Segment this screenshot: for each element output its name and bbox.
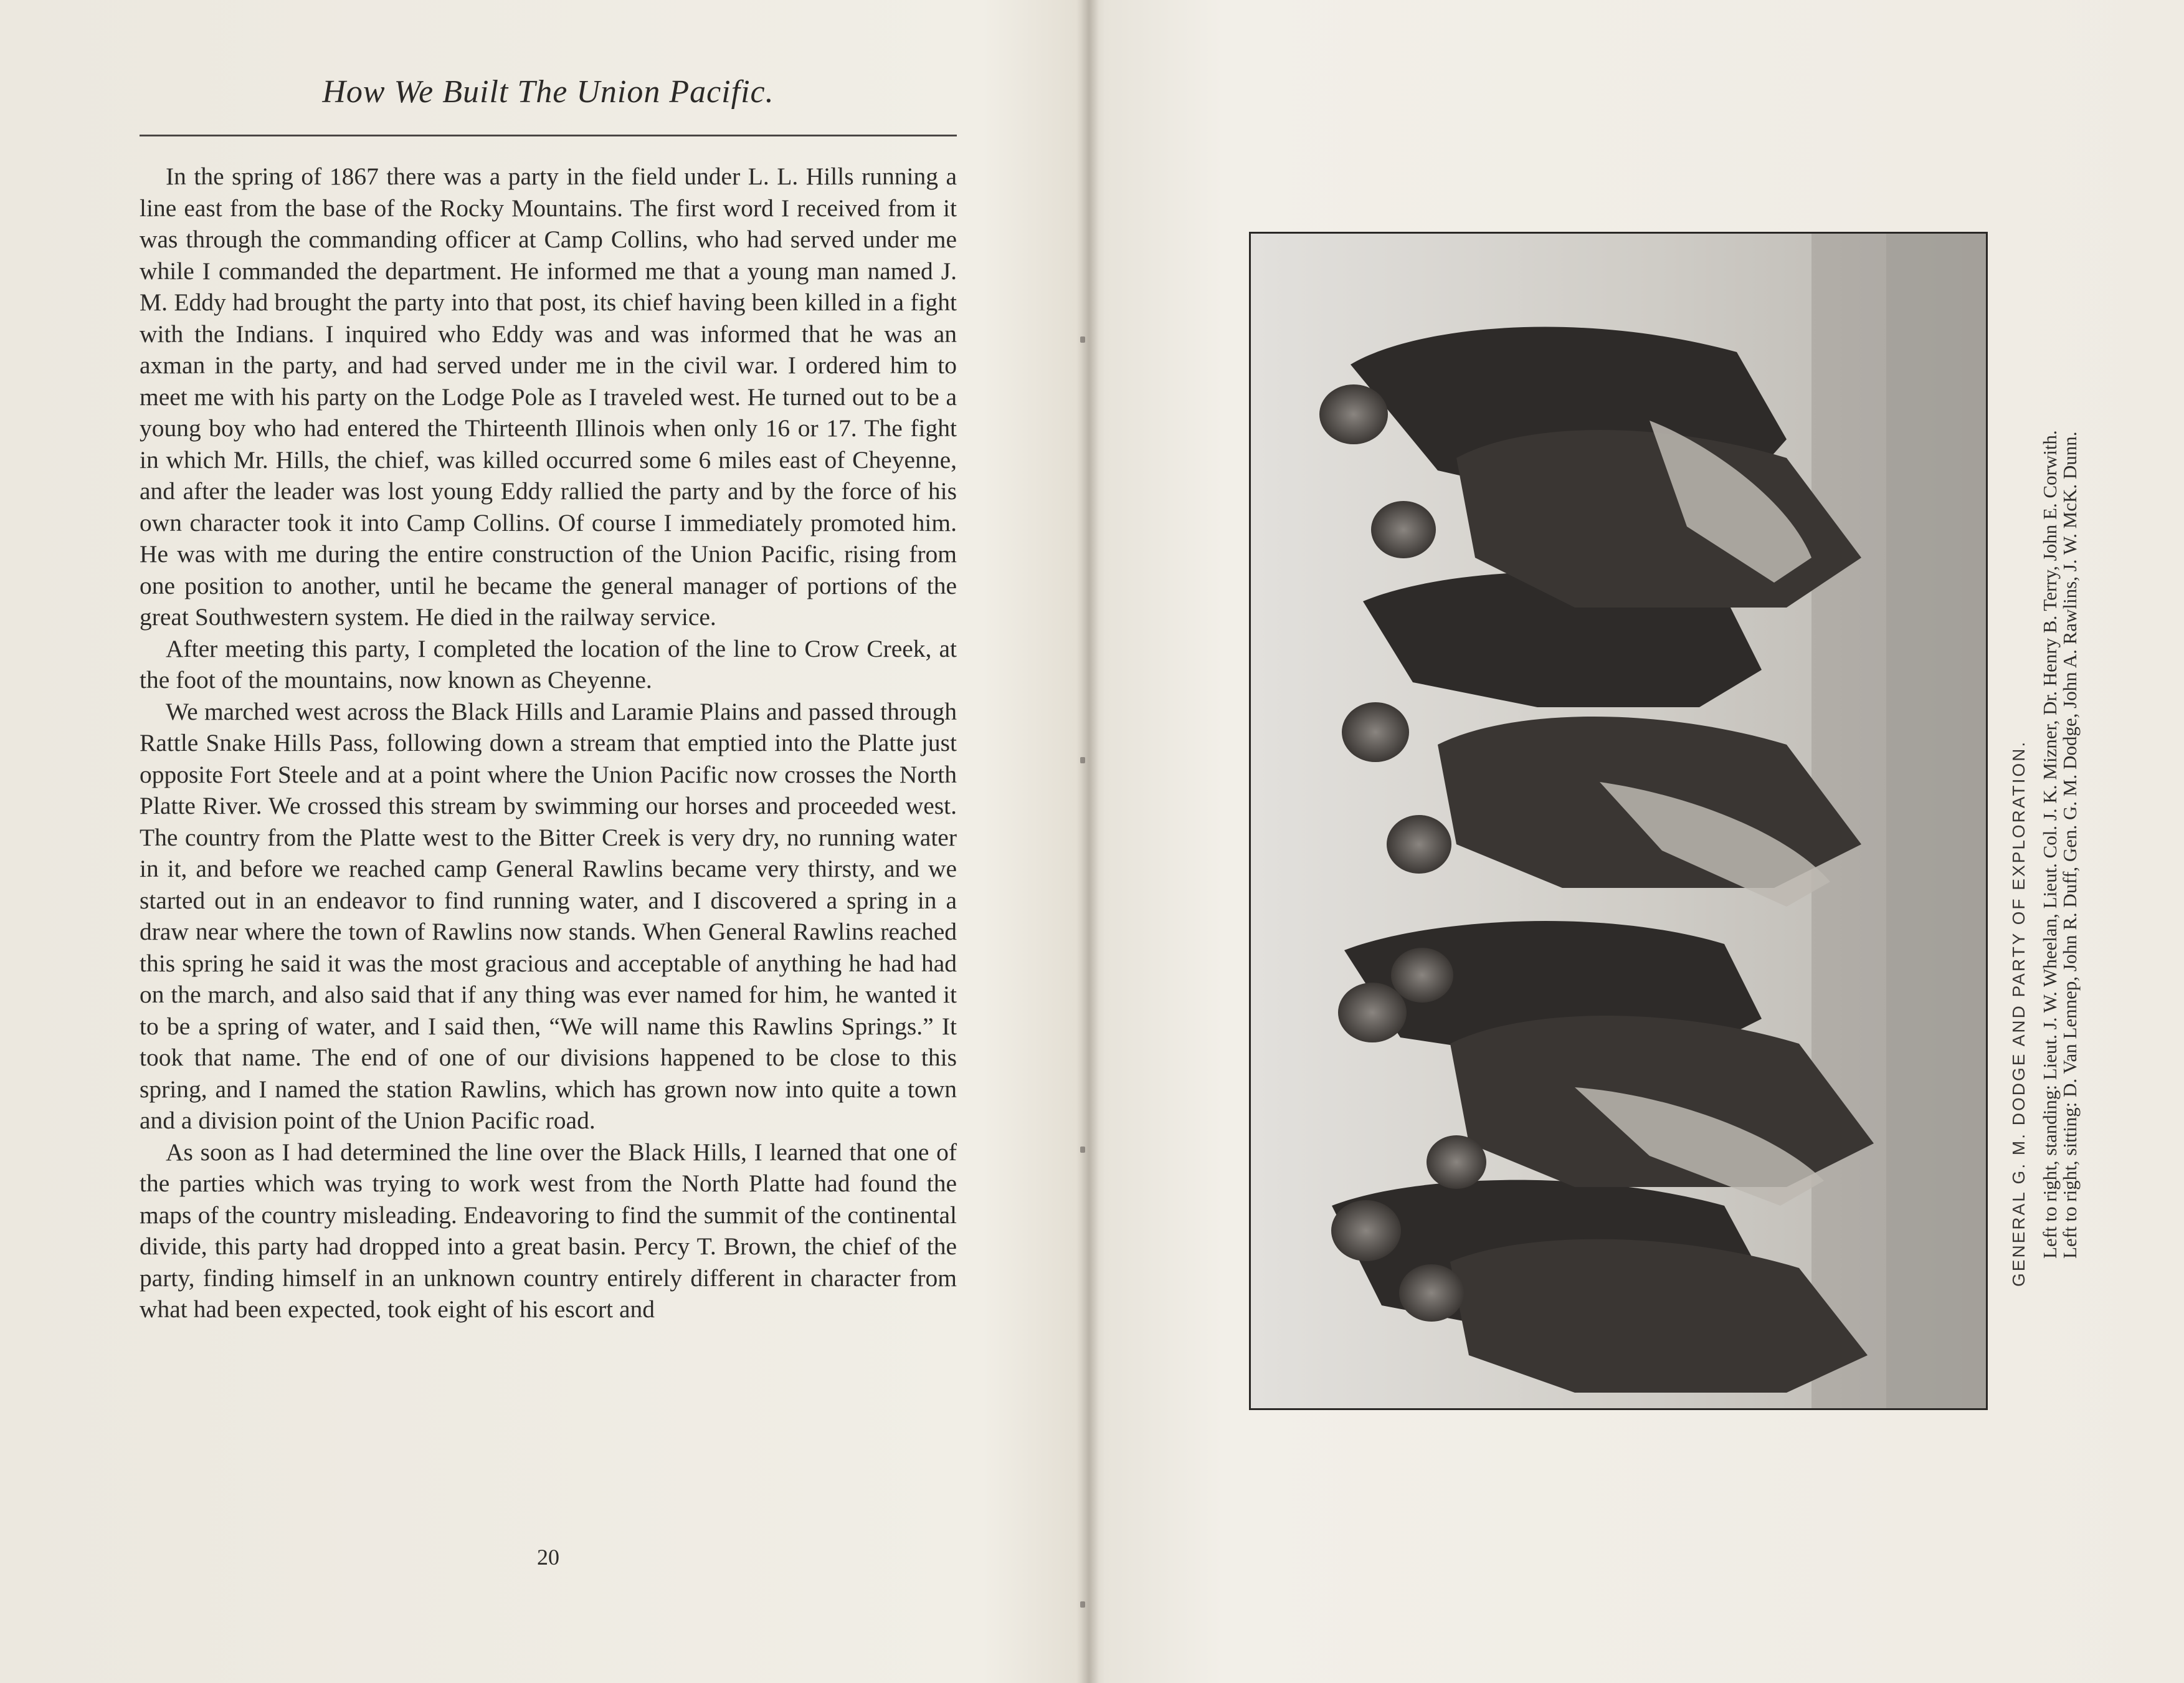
body-text [140, 161, 957, 1325]
paragraph: In the spring of 1867 there was a party in the field under L. L. Hills running a line east from the base of the Rocky Mountains. The first word I received from it was through the commanding officer at Camp Collins, who had served under me while I commanded the department. He informed me that a young man named J. M. Eddy had brought the party into that post, its chief having been killed in a fight with the Indians. I inquired who Eddy was and was informed that he was an axman in the party, and had served under me in the civil war. I ordered him to meet me with his party on the Lodge Pole as I traveled west. He turned out to be a young boy who had entered the Thirteenth Illinois when only 16 or 17. The fight in which Mr. Hills, the chief, was killed occurred some 6 miles east of Cheyenne, and after the leader was lost young Eddy rallied the party and by the force of his own character took it into Camp Collins. Of course I immediately promoted him. He was with me during the entire construction of the Union Pacific, rising from one position to another, until he became the general manager of portions of the great Southwestern system. He died in the railway service. [140, 163, 957, 631]
photograph-image [1251, 234, 1986, 1408]
caption-title: GENERAL G. M. DODGE AND PARTY OF EXPLORATION. [2009, 740, 2028, 1287]
page-number: 20 [537, 1545, 559, 1570]
running-head: How We Built The Union Pacific. [322, 74, 774, 110]
caption-sitting: Left to right, sitting: D. Van Lennep, John R. Duff, Gen. G. M. Dodge, John A. Rawlins, J. W. McK. Dunn. [2059, 431, 2081, 1259]
paragraph: As soon as I had determined the line over the Black Hills, I learned that one of the parties which was trying to work west from the North Platte had found the maps of the country misleading. Endeavoring to find the summit of the continental divide, this party had dropped into a great basin. Percy T. Brown, the chief of the party, finding himself in an unknown country entirely different in character from what had been expected, took eight of his escort and [140, 1138, 957, 1323]
paragraph: After meeting this party, I completed the location of the line to Crow Creek, at the foot of the mountains, now known as Cheyenne. [140, 634, 957, 694]
paragraph: We marched west across the Black Hills and Laramie Plains and passed through Rattle Snake Hills Pass, following down a stream that emptied into the Platte just opposite Fort Steele and at a point where the Union Pacific now crosses the North Platte River. We crossed this stream by swimming our horses and proceeded west. The country from the Platte west to the Bitter Creek is very dry, no running water in it, and before we reached camp General Rawlins became very thirsty, and we started out in an endeavor to find running water, and I discovered a spring in a draw near where the town of Rawlins now stands. When General Rawlins reached this spring he said it was the most gracious and acceptable of anything he had had on the march, and also said that if any thing was ever named for him, he wanted it to be a spring of water, and I said then, “We will name this Rawlins Springs.” It took that name. The end of one of our divisions happened to be close to this spring, and I named the station Rawlins, which has grown now into quite a town and a division point of the Union Pacific road. [140, 697, 957, 1134]
group-photograph [1249, 232, 1988, 1410]
header-rule [140, 135, 957, 136]
caption-standing: Left to right, standing: Lieut. J. W. Wheelan, Lieut. Col. J. K. Mizner, Dr. Henry B. Terry, John E. Corwith. [2039, 430, 2061, 1259]
photo-caption [1996, 430, 2084, 1290]
